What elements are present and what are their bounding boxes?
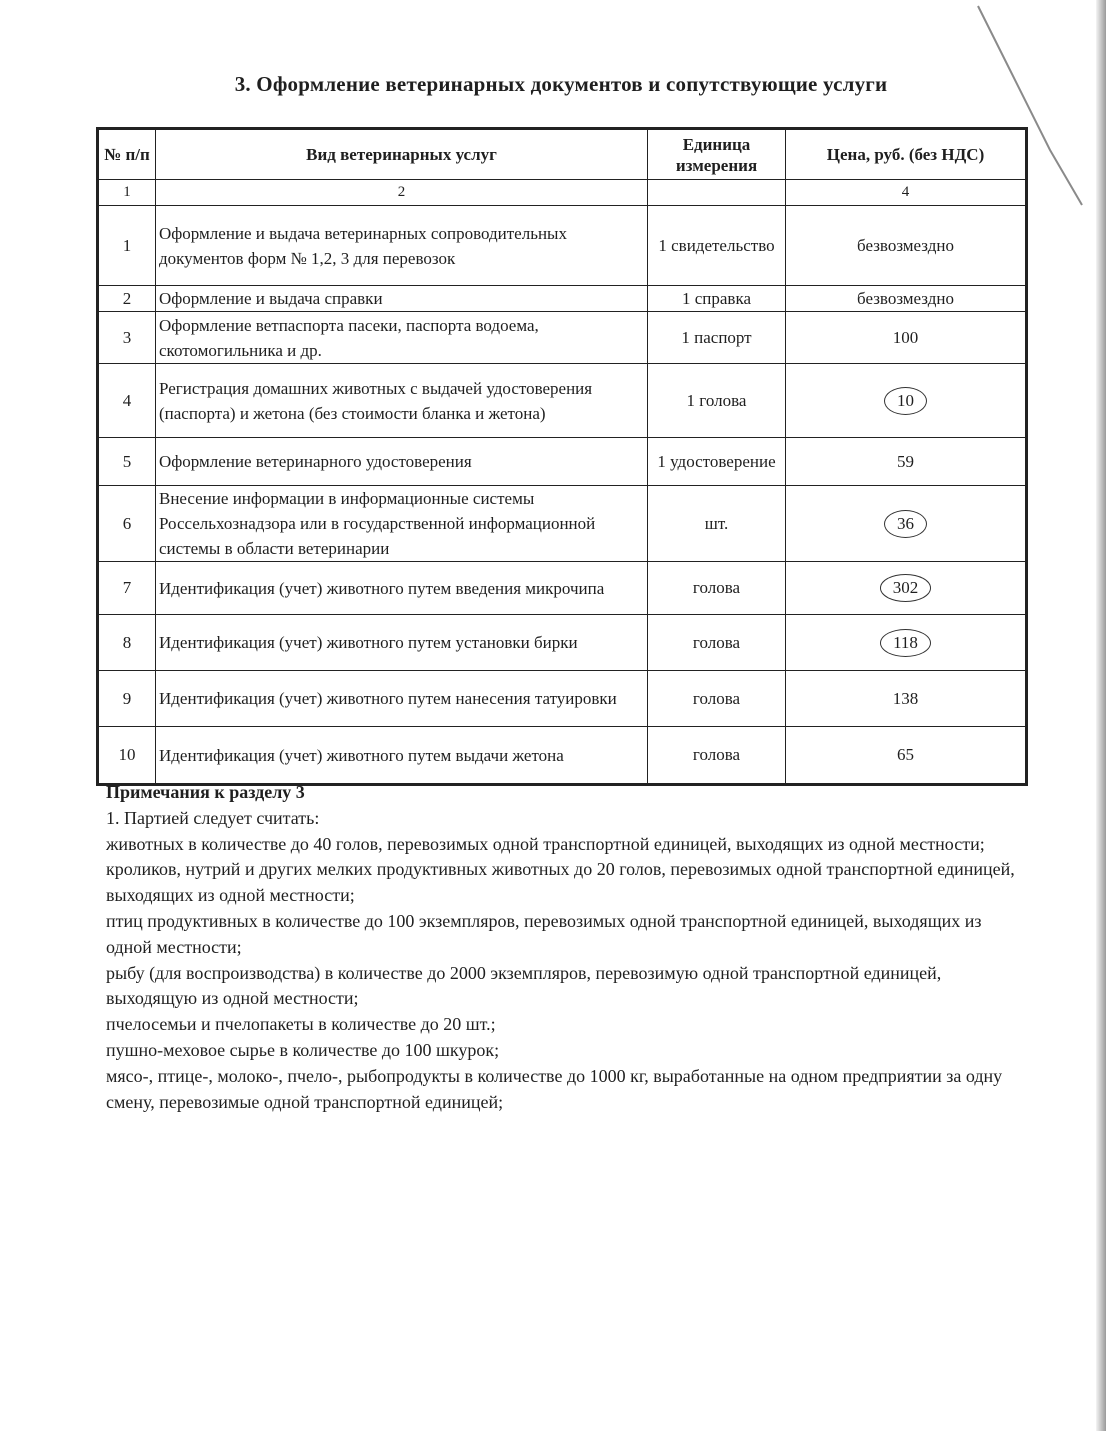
row-number — [98, 486, 156, 562]
price-table — [96, 127, 1028, 786]
note-line: пчелосемьи и пчелопакеты в количестве до 20 шт.; — [106, 1014, 496, 1035]
table-row — [98, 438, 1027, 486]
row-service-text: Идентификация (учет) животного путем установки бирки — [159, 633, 578, 652]
row-service — [156, 364, 648, 438]
table-row — [98, 286, 1027, 312]
note-line: пушно-меховое сырье в количестве до 100 шкурок; — [106, 1039, 500, 1060]
row-unit — [648, 364, 786, 438]
column-index-row — [98, 180, 1027, 206]
price-circled-mark: 302 — [880, 574, 932, 602]
index-cell-3 — [648, 180, 786, 206]
price-circled-mark: 36 — [884, 510, 927, 538]
row-service-text: Идентификация (учет) животного путем выдачи жетона — [159, 745, 564, 765]
row-unit-text: 1 справка — [681, 288, 751, 308]
header-service: Вид ветеринарных услуг — [156, 129, 648, 180]
row-service-text: Регистрация домашних животных с выдачей удостоверения (паспорта) и жетона (без стоимости бланка и жетона) — [159, 378, 593, 423]
row-number — [98, 438, 156, 486]
note-line: рыбу (для воспроизводства) в количестве до 2000 экземпляров, перевозимую одной транспортной единицей, выходящую из одной местности; — [106, 962, 942, 1009]
row-service-text: Внесение информации в информационные системы Россельхознадзора или в государственной информационной системы в области ветеринарии — [159, 489, 596, 558]
table-row — [98, 486, 1027, 562]
table-row — [98, 206, 1027, 286]
row-unit — [648, 206, 786, 286]
table-row — [98, 615, 1027, 671]
row-unit-text: 1 удостоверение — [657, 451, 776, 471]
page-edge-shadow — [1096, 0, 1106, 1431]
header-number: № п/п — [98, 129, 156, 180]
row-service — [156, 286, 648, 312]
row-price — [786, 486, 1027, 562]
row-unit — [648, 438, 786, 486]
row-price-text: безвозмездно — [857, 235, 954, 255]
row-price — [786, 438, 1027, 486]
section-title: 3. Оформление ветеринарных документов и сопутствующие услуги — [234, 72, 888, 96]
row-unit-text: 1 свидетельство — [658, 235, 775, 255]
row-unit — [648, 286, 786, 312]
row-price — [786, 206, 1027, 286]
row-number-text: 2 — [122, 288, 132, 308]
row-number — [98, 727, 156, 785]
row-service-text: Оформление ветеринарного удостоверения — [159, 452, 472, 471]
row-number-text: 1 — [122, 235, 132, 255]
row-unit — [648, 671, 786, 727]
table-row — [98, 671, 1027, 727]
index-cell-1: 1 — [98, 180, 156, 206]
row-price-text: 59 — [897, 451, 914, 471]
price-circled-mark: 10 — [884, 387, 927, 415]
notes-title: Примечания к разделу 3 — [106, 782, 305, 802]
row-price — [786, 312, 1027, 364]
row-number-text: 9 — [122, 688, 132, 708]
table-row — [98, 364, 1027, 438]
row-unit-text: голова — [692, 745, 741, 764]
row-price — [786, 671, 1027, 727]
row-price — [786, 286, 1027, 312]
row-unit-text: 1 голова — [686, 390, 747, 410]
row-unit-text: голова — [692, 688, 741, 708]
row-service-text: Оформление и выдача справки — [159, 289, 383, 308]
notes-section — [106, 780, 1026, 1115]
row-price-text: безвозмездно — [857, 288, 954, 308]
row-number-text: 4 — [122, 390, 132, 410]
row-unit — [648, 486, 786, 562]
table-row — [98, 562, 1027, 615]
row-service — [156, 562, 648, 615]
note-line: птиц продуктивных в количестве до 100 экземпляров, перевозимых одной транспортной единицей, выходящих из одной местности; — [106, 910, 982, 957]
row-number — [98, 286, 156, 312]
row-price — [786, 364, 1027, 438]
index-cell-2: 2 — [156, 180, 648, 206]
notes-body — [106, 806, 1026, 1116]
row-service-text: Оформление и выдача ветеринарных сопроводительных документов форм № 1,2, 3 для перевозок — [159, 223, 567, 268]
row-number — [98, 312, 156, 364]
index-cell-4: 4 — [786, 180, 1027, 206]
row-number-text: 7 — [122, 578, 132, 597]
row-service — [156, 727, 648, 785]
row-service-text: Идентификация (учет) животного путем введения микрочипа — [159, 578, 605, 598]
table-row — [98, 312, 1027, 364]
row-number-text: 6 — [122, 513, 132, 533]
row-price-text: 100 — [892, 327, 919, 347]
row-number — [98, 562, 156, 615]
header-unit: Единица измерения — [648, 129, 786, 180]
row-number-text: 5 — [122, 451, 132, 471]
row-unit-text: голова — [692, 632, 741, 652]
row-service — [156, 438, 648, 486]
row-price — [786, 615, 1027, 671]
header-price: Цена, руб. (без НДС) — [786, 129, 1027, 180]
row-service — [156, 312, 648, 364]
row-unit-text: 1 паспорт — [681, 327, 752, 347]
note-line: животных в количестве до 40 голов, перевозимых одной транспортной единицей, выходящих из одной местности; — [106, 833, 985, 854]
row-price — [786, 562, 1027, 615]
row-service — [156, 206, 648, 286]
row-price — [786, 727, 1027, 785]
row-number — [98, 206, 156, 286]
row-service — [156, 486, 648, 562]
row-unit-text: голова — [692, 578, 741, 597]
row-number — [98, 364, 156, 438]
note-line: кроликов, нутрий и других мелких продуктивных животных до 20 голов, перевозимых одной транспортной единицей, выходящих из одной местности; — [106, 859, 1015, 906]
row-price-text: 138 — [892, 688, 919, 708]
table-row — [98, 727, 1027, 785]
row-unit — [648, 727, 786, 785]
note-line: 1. Партией следует считать: — [106, 807, 320, 828]
row-service — [156, 671, 648, 727]
row-price-text: 65 — [897, 745, 914, 764]
row-unit — [648, 312, 786, 364]
row-number-text: 8 — [122, 632, 132, 652]
row-unit — [648, 562, 786, 615]
note-line: мясо-, птице-, молоко-, пчело-, рыбопродукты в количестве до 1000 кг, выработанные на одном предприятии за одну смену, перевозимые одной транспортной единицей; — [106, 1065, 1003, 1112]
row-number-text: 10 — [118, 745, 136, 764]
row-service-text: Идентификация (учет) животного путем нанесения татуировки — [159, 689, 617, 708]
price-circled-mark: 118 — [880, 629, 931, 657]
row-number — [98, 671, 156, 727]
table-header-row — [98, 129, 1027, 180]
row-unit-text: шт. — [704, 513, 729, 533]
row-number-text: 3 — [122, 327, 132, 347]
row-service — [156, 615, 648, 671]
row-number — [98, 615, 156, 671]
row-unit — [648, 615, 786, 671]
row-service-text: Оформление ветпаспорта пасеки, паспорта водоема, скотомогильника и др. — [159, 315, 539, 360]
